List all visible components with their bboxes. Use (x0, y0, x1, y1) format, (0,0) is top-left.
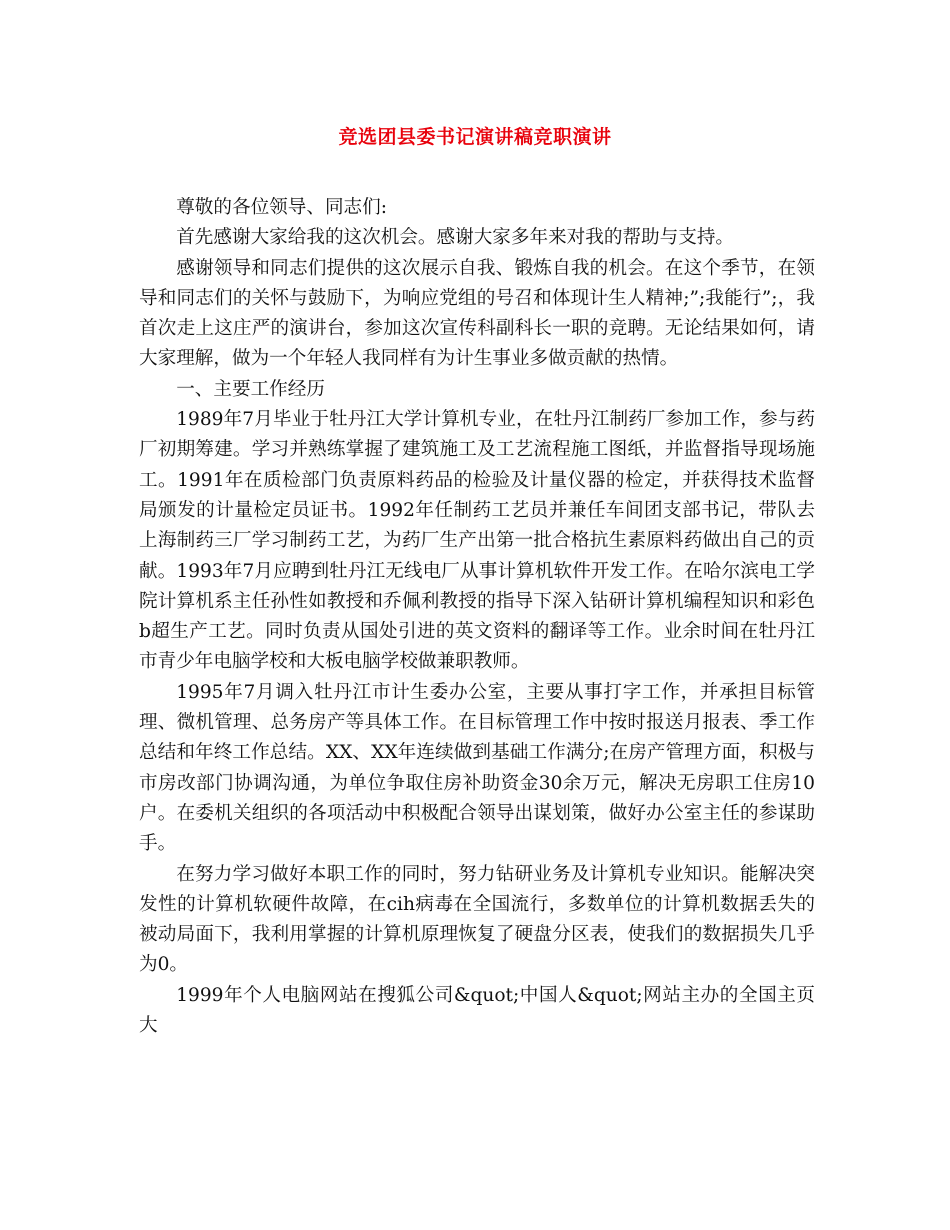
section-heading-work-experience: 一、主要工作经历 (176, 378, 325, 400)
paragraph-1989-1993: 1989年7月毕业于牡丹江大学计算机专业，在牡丹江制药厂参加工作，参与药厂初期筹建。学习并熟练掌握了建筑施工及工艺流程施工图纸，并监督指导现场施工。1991年在质检部门负责原料药品的检验及计量仪器的检定，并获得技术监督局颁发的计量检定员证书。1992年任制药工艺员并兼任车间团支部书记，带队去上海制药三厂学习制药工艺，为药厂生产出第一批合格抗生素原料药做出自己的贡献。1993年7月应聘到牡丹江无线电厂从事计算机软件开发工作。在哈尔滨电工学院计算机系主任孙性如教授和乔佩利教授的指导下深入钻研计算机编程知识和彩色b超生产工艺。同时负责从国处引进的英文资料的翻译等工作。业余时间在牡丹江市青少年电脑学校和大板电脑学校做兼职教师。 (139, 409, 815, 673)
paragraph-computer-skills: 在努力学习做好本职工作的同时，努力钻研业务及计算机专业知识。能解决突发性的计算机软硬件故障，在cih病毒在全国流行，多数单位的计算机数据丢失的被动局面下，我利用掌握的计算机原理恢复了硬盘分区表，使我们的数据损失几乎为0。 (139, 863, 815, 976)
paragraph-intro: 感谢领导和同志们提供的这次展示自我、锻炼自我的机会。在这个季节，在领导和同志们的关怀与鼓励下，为响应党组的号召和体现计生人精神;”;我能行”;，我首次走上这庄严的演讲台，参加这次宣传科副科长一职的竞聘。无论结果如何，请大家理解，做为一个年轻人我同样有为计生事业多做贡献的热情。 (139, 257, 815, 370)
document-title: 竞选团县委书记演讲稿竞职演讲 (338, 126, 612, 148)
paragraph-thanks: 首先感谢大家给我的这次机会。感谢大家多年来对我的帮助与支持。 (176, 227, 735, 249)
paragraph-1995: 1995年7月调入牡丹江市计生委办公室，主要从事打字工作，并承担目标管理、微机管理、总务房产等具体工作。在目标管理工作中按时报送月报表、季工作总结和年终工作总结。XX、XX年连续做到基础工作满分;在房产管理方面，积极与市房改部门协调沟通，为单位争取住房补助资金30余万元，解决无房职工住房10户。在委机关组织的各项活动中积极配合领导出谋划策，做好办公室主任的参谋助手。 (139, 681, 815, 855)
document-body (139, 193, 815, 1041)
paragraph-greeting: 尊敬的各位领导、同志们: (176, 197, 387, 218)
paragraph-1999: 1999年个人电脑网站在搜狐公司&quot;中国人&quot;网站主办的全国主页大 (139, 984, 815, 1037)
